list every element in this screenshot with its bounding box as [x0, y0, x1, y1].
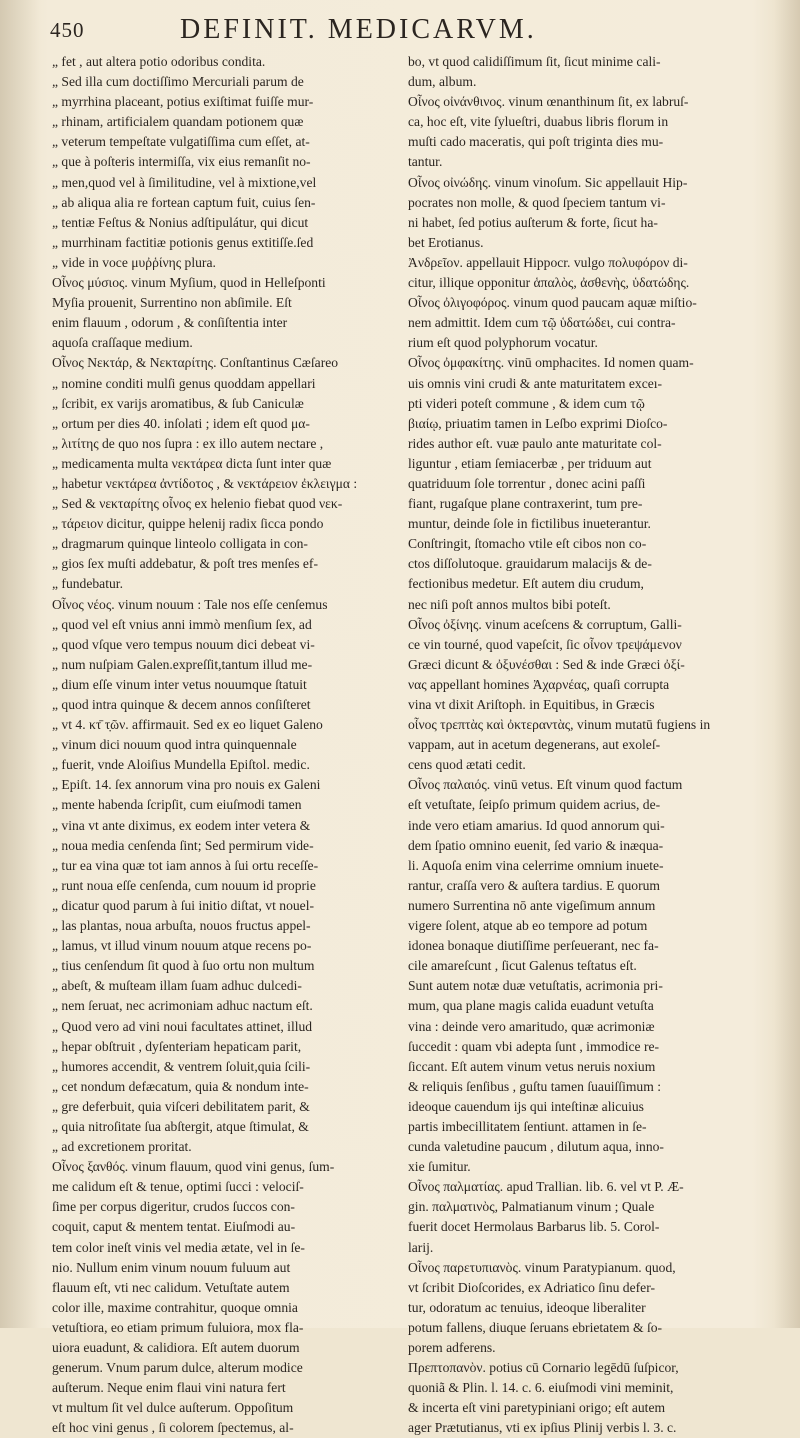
text-line: „ humores accendit, & ventrem ſoluit,quia ſcili- [52, 1058, 311, 1074]
text-line: „ ab aliqua alia re fortean captum fuit, cuius ſen- [52, 194, 316, 210]
text-line: „ fet , aut altera potio odoribus condita. [52, 54, 266, 69]
text-line: vetuſtiora, eo etiam primum fuluiora, mox fla- [52, 1319, 304, 1335]
text-line: potum fallens, diuque ſeruans ebrietatem & ſo- [408, 1319, 663, 1335]
text-line: „ myrrhina placeant, potius exiſtimat fuiſſe mur- [52, 94, 314, 110]
text-line: tur, odoratum ac tenuius, ideoque liberaliter [408, 1299, 646, 1315]
text-line: Οἶνος νέος. vinum nouum : Tale nos eſſe cenſemus [52, 596, 328, 612]
text-line: Οἶνος παλματίας. apud Trallian. lib. 6. vel vt P. Æ- [408, 1179, 684, 1195]
text-line: „ tur ea vina quæ tot iam annos à ſui ortu receſſe- [52, 857, 319, 873]
text-line: „ nomine conditi mulſi genus quoddam appellari [52, 375, 316, 391]
text-line: Græci dicunt & ὀξυνέσθαι : Sed & inde Græci ὀξί- [408, 656, 685, 672]
text-line: νας appellant homines Ἀχαρνέας, quaſi corrupta [408, 676, 670, 692]
text-line: „ quia nitroſitate ſua abſtergit, atque ſtimulat, & [52, 1118, 309, 1134]
text-line: „ vina vt ante diximus, ex eodem inter vetera & [52, 817, 311, 833]
text-line: „ rhinam, artificialem quandam potionem quæ [52, 114, 304, 130]
text-line: dem ſpatio omnino euenit, ſed vario & inæqua- [408, 837, 664, 853]
text-line: uis omnis vini crudi & ante maturitatem exceı- [408, 375, 663, 391]
text-line: „ gios ſex muſti addebatur, & poſt tres menſes ef- [52, 556, 318, 572]
text-line: „ τάρειον dicitur, quippe helenij radix ſicca pondo [52, 516, 324, 532]
text-line: porem adferens. [408, 1340, 496, 1355]
text-line: ce vin tourné, quod vapeſcit, ſic οἶνον τρεψάμενον [408, 636, 682, 652]
text-line: Ἀνδρεῖον. appellauit Hippocr. vulgo πολυφόρον di- [408, 254, 688, 270]
text-line: fiant, rugaſque plane contraxerint, tum pre- [408, 496, 643, 512]
text-line: ca, hoc eſt, vite ſylueſtri, duabus libris florum in [408, 114, 669, 130]
text-line: vt multum ſit vel dulce auſterum. Oppoſitum [52, 1400, 294, 1416]
text-line: vt ſcribit Dioſcorides, ex Adriatico ſinu defer- [408, 1279, 655, 1295]
text-line: quatriduum ſole torrentur , donec acini paſſi [408, 475, 646, 491]
text-line: generum. Vnum parum dulce, alterum modice [52, 1360, 303, 1376]
text-line: color ille, maxime contrahitur, quoque omnia [52, 1299, 298, 1315]
text-line: nem admittit. Idem cum τῷ ὑδατώδει, cui contra- [408, 315, 676, 331]
text-line: „ vt 4. κτ̄ τ̣ῶν. affirmauit. Sed ex eo liquet Galeno [52, 717, 323, 733]
page-header [50, 14, 770, 48]
text-line: οἶνος τρεπτὰς καὶ ὀκτεραντὰς, vinum mutatū fugiens in [408, 717, 711, 733]
text-line: „ dium eſſe vinum inter vetus nouumque ſtatuit [52, 676, 307, 692]
right-column [408, 52, 746, 1438]
text-line: „ noua media cenſenda ſint; Sed permirum vide- [52, 837, 314, 853]
text-line: Πρεπτοπανὸν. potius cū Cornario legēdū ſuſpicor, [408, 1360, 679, 1376]
text-line: „ nem ſeruat, nec acrimoniam adhuc nactum eſt. [52, 998, 313, 1014]
text-line: ni habet, ſed potius auſterum & forte, ſicut ha- [408, 214, 658, 230]
text-line: ctos diſſolutoque. grauidarum malacijs & de- [408, 556, 652, 572]
text-line: idonea bonaque diutiſſime perſeuerant, nec fa- [408, 938, 659, 954]
text-line: „ λιτίτης de quo nos ſupra : ex illo autem nectare , [52, 435, 324, 451]
text-line: „ cet nondum defæcatum, quia & nondum inte- [52, 1078, 309, 1094]
text-line: nec niſi poſt annos multos bibi poteſt. [408, 596, 611, 612]
text-line: ſiccant. Eſt autem vinum vetus neruis noxium [408, 1058, 656, 1074]
text-line: „ vinum dici nouum quod intra quinquennale [52, 737, 297, 753]
text-line: „ ad excretionem proritat. [52, 1139, 192, 1155]
text-line: ſime per corpus digeritur, crudos ſuccos con- [52, 1199, 295, 1215]
text-line: „ abeſt, & muſteam illam ſuam adhuc dulcedi- [52, 978, 302, 994]
text-line: gin. παλματινὸς, Palmatianum vinum ; Quale [408, 1199, 655, 1215]
text-line: muntur, deinde ſole in fictilibus inueterantur. [408, 516, 651, 532]
text-line: vina : deinde vero amaritudo, quæ acrimoniæ [408, 1018, 655, 1034]
text-line: „ habetur νεκτάρεα ἀντίδοτος , & νεκτάρειον ἐκλειγμα : [52, 475, 358, 491]
text-line: pocrates non molle, & quod ſpeciem tantum vi- [408, 194, 666, 210]
text-line: mum, qua plane magis calida euadunt vetuſta [408, 998, 654, 1014]
text-line: auſterum. Neque enim flaui vini natura fert [52, 1380, 286, 1396]
text-line: nio. Nullum enim vinum nouum fuluum aut [52, 1259, 291, 1275]
text-line: cens quod ætati cedit. [408, 757, 526, 773]
text-line: eſt vetuſtate, ſeipſo primum quidem acrius, de- [408, 797, 661, 813]
text-line: aquoſa craſſaque medium. [52, 335, 193, 351]
text-line: βιαίῳ, priuatim tamen in Leſbo exprimi Dioſco- [408, 415, 668, 431]
text-line: „ quod intra quinque & decem annos conſiſteret [52, 697, 311, 712]
text-line: ager Prætutianus, vti ex ipſius Plinij verbis l. 3. c. [408, 1420, 677, 1436]
text-line: Οἶνος παλαιός. vinū vetus. Eſt vinum quod factum [408, 777, 683, 793]
text-line: ſuccedit : quam vbi adepta ſunt , immodice re- [408, 1038, 660, 1054]
text-line: „ ortum per dies 40. inſolati ; idem eſt quod μα- [52, 415, 310, 431]
text-line: „ fundebatur. [52, 576, 123, 592]
text-line: „ las plantas, noua arbuſta, nouos fructus appel- [52, 918, 311, 934]
text-line: bo, vt quod calidiſſimum ſit, ſicut minime cali- [408, 54, 661, 69]
text-line: tem color ineſt vinis vel media ætate, vel in ſe- [52, 1239, 305, 1255]
text-line: „ num nuſpiam Galen.expreſſit,tantum illud me- [52, 656, 313, 672]
text-line: Οἶνος παρετυπιανὸς. vinum Paratypianum. quod, [408, 1259, 676, 1275]
text-line: Conſtringit, ſtomacho vtile eſt cibos non co- [408, 536, 647, 552]
text-line: inde vero etiam amarius. Id quod annorum qui- [408, 817, 665, 833]
text-line: „ vide in voce μυῤῥίνης plura. [52, 254, 216, 270]
text-line: Οἶνος μύσιος. vinum Myſium, quod in Helleſponti [52, 275, 326, 291]
text-line: Οἶνος ὀμφακίτης. vinū omphacites. Id nomen quam- [408, 355, 694, 371]
text-line: xie ſumitur. [408, 1159, 471, 1175]
text-line: fectionibus medetur. Eſt autem diu crudum, [408, 576, 644, 592]
text-line: rides author eſt. vuæ paulo ante maturitate col- [408, 435, 662, 451]
text-line: Οἶνος ὀξίνης. vinum aceſcens & corruptum, Galli- [408, 616, 682, 632]
text-line: „ tentiæ Feſtus & Nonius adſtipulátur, qui dicut [52, 214, 309, 230]
text-line: „ men,quod vel à ſimilitudine, vel à mixtione,vel [52, 174, 317, 190]
running-head: DEFINIT. MEDICARVM. [180, 14, 537, 45]
text-line: rantur, craſſa vero & auſtera tardius. E quorum [408, 877, 660, 893]
text-line: enim flauum , odorum , & conſiſtentia inter [52, 315, 288, 331]
text-line: „ quod vſque vero tempus nouum dici debeat vi- [52, 636, 315, 652]
text-line: „ Sed & νεκταρίτης οἶνος ex helenio fiebat quod νεκ- [52, 496, 343, 512]
text-line: „ Quod vero ad vini noui facultates attinet, illud [52, 1018, 313, 1034]
text-line: Οἶνος οἰνάνθινος. vinum œnanthinum ſit, ex labruſ- [408, 94, 689, 110]
text-line: flauum eſt, vti nec calidum. Vetuſtate autem [52, 1279, 290, 1295]
text-line: „ murrhinam factitiæ potionis genus extitiſſe.ſed [52, 234, 314, 250]
text-line: liguntur , etiam ſemiacerbæ , per triduum aut [408, 455, 652, 471]
text-line: „ dragmarum quinque linteolo colligata in con- [52, 536, 308, 552]
text-line: & incerta eſt vini paretypiniani origo; eſt autem [408, 1400, 666, 1416]
text-line: Οἶνος ξανθός. vinum flauum, quod vini genus, ſum- [52, 1159, 335, 1175]
text-line: muſti cado maceratis, qui poſt triginta dies mu- [408, 134, 664, 150]
text-line: „ ſcribit, ex varijs aromatibus, & ſub Caniculæ [52, 395, 304, 411]
text-line: fuerit docet Hermolaus Barbarus lib. 5. Corol- [408, 1219, 660, 1235]
text-line: „ hepar obſtruit , dyſenteriam hepaticam parit, [52, 1038, 302, 1054]
text-line: Οἶνος Νεκτάρ, & Νεκταρίτης. Conſtantinus Cæſareo [52, 355, 339, 371]
text-line: „ dicatur quod parum à ſui initio diſtat, vt nouel- [52, 897, 314, 913]
text-line: cile amareſcunt , ſicut Galenus teſtatus eſt. [408, 958, 637, 974]
text-line: quoniã & Plin. l. 14. c. 6. eiuſmodi vini meminit, [408, 1380, 674, 1396]
text-line: Sunt autem notæ duæ vetuſtatis, acrimonia pri- [408, 978, 663, 994]
text-line: „ veterum tempeſtate vulgatiſſima cum eſſet, at- [52, 134, 310, 150]
text-line: li. Aquoſa enim vina celerrime omnium inuete- [408, 857, 664, 873]
text-line: „ lamus, vt illud vinum nouum atque recens po- [52, 938, 312, 954]
text-line: „ quod vel eſt vnius anni immò menſium ſex, ad [52, 616, 312, 632]
text-line: citur, illique opponitur ἁπαλὸς, ἀσθενὴς, ὑδατώδης. [408, 275, 690, 291]
text-line: „ Sed illa cum doctiſſimo Mercuriali parum de [52, 74, 304, 90]
text-line: „ que à poſteris intermiſſa, vix eius remanſit no- [52, 154, 311, 170]
text-line: „ tius cenſendum ſit quod à ſuo ortu non multum [52, 958, 315, 974]
text-line: „ medicamenta multa νεκτάρεα dicta ſunt inter quæ [52, 455, 332, 471]
text-line: me calidum eſt & tenue, optimi ſucci : velociſ- [52, 1179, 304, 1195]
gutter-shadow [0, 0, 40, 1328]
page-edge-shadow [774, 0, 800, 1328]
text-line: & reliquis ſenſibus , guſtu tamen ſuauiſſimum : [408, 1078, 661, 1094]
text-line: „ gre deferbuit, quia viſceri debilitatem parit, & [52, 1098, 310, 1114]
text-line: numero Surrentina nō ante vigeſimum annum [408, 897, 656, 913]
text-line: cunda valetudine paucum , dilutum aqua, inno- [408, 1139, 664, 1155]
left-column [52, 52, 392, 1438]
text-line: „ runt noua eſſe cenſenda, cum nouum id proprie [52, 877, 316, 893]
text-line: vappam, aut in acetum degenerans, aut exoleſ- [408, 737, 661, 753]
text-line: vina vt dixit Ariſtoph. in Equitibus, in Græcis [408, 697, 655, 712]
text-line: „ Epiſt. 14. ſex annorum vina pro nouis ex Galeni [52, 777, 321, 793]
text-line: tantur. [408, 154, 443, 170]
text-line: „ fuerit, vnde Aloiſius Mundella Epiſtol. medic. [52, 757, 310, 773]
text-line: ideoque cauendum ijs qui inteſtinæ alicuius [408, 1098, 644, 1114]
text-line: Οἶνος οἰνώδης. vinum vinoſum. Sic appellauit Hip- [408, 174, 688, 190]
text-line: „ mente habenda ſcripſit, cum eiuſmodi tamen [52, 797, 302, 813]
text-line: Myſia prouenit, Surrentino non abſimile. Eſt [52, 295, 292, 311]
text-line: pti videri poteſt commune , & idem cum τῷ [408, 395, 645, 411]
text-line: bet Erotianus. [408, 234, 484, 250]
text-line: Οἶνος ὀλιγοφόρος. vinum quod paucam aquæ miſtio- [408, 295, 697, 311]
text-line: uiora euadunt, & calidiora. Eſt autem duorum [52, 1340, 300, 1355]
page-number: 450 [50, 18, 85, 42]
text-line: partis imbecillitatem ſentiunt. attamen in ſe- [408, 1118, 647, 1134]
text-line: dum, album. [408, 74, 477, 90]
text-line: larij. [408, 1239, 434, 1255]
text-line: eſt hoc vini genus , ſi colorem ſpectemus, al- [52, 1420, 294, 1436]
text-line: coquit, caput & mentem tentat. Eiuſmodi au- [52, 1219, 296, 1235]
text-line: vigere ſolent, atque ab eo tempore ad potum [408, 918, 648, 934]
text-line: rium eſt quod polyphorum vocatur. [408, 335, 598, 351]
